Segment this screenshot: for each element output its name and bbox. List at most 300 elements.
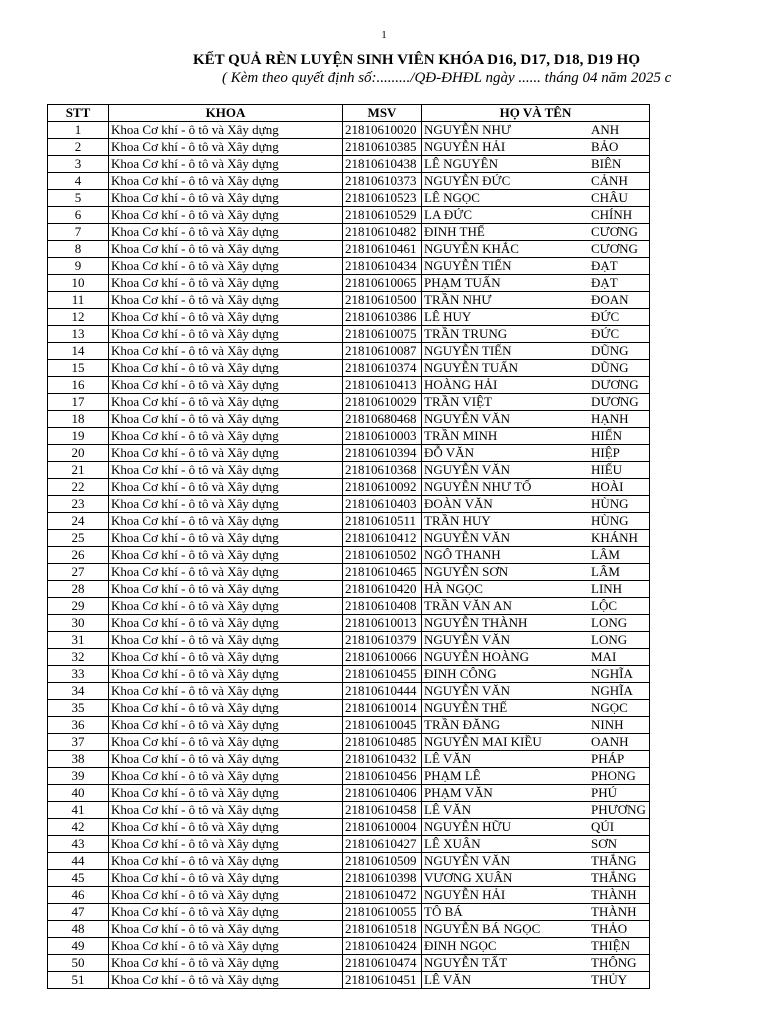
table-row — [48, 241, 650, 258]
document-title: KẾT QUẢ RÈN LUYỆN SINH VIÊN KHÓA D16, D17, D18, D19 HỌ — [193, 52, 641, 68]
cell-family-name: NGUYỄN NHƯ — [424, 122, 511, 137]
cell-given-name: CẢNH — [591, 173, 628, 188]
cell-msv: 21810610474 — [343, 955, 422, 972]
cell-family-name: NGUYỄN THẾ — [424, 700, 508, 715]
cell-msv: 21810610087 — [343, 343, 422, 360]
cell-stt: 1 — [48, 122, 109, 139]
cell-family-name: NGUYỄN VĂN — [424, 530, 511, 545]
cell-given-name: HÙNG — [591, 513, 629, 528]
table-row — [48, 309, 650, 326]
cell-family-name: LÊ VĂN — [424, 972, 472, 987]
cell-msv: 21810610461 — [343, 241, 422, 258]
cell-given-name: HẠNH — [591, 411, 629, 426]
cell-khoa: Khoa Cơ khí - ô tô và Xây dựng — [109, 836, 343, 853]
table-row — [48, 581, 650, 598]
cell-name — [422, 377, 650, 394]
cell-stt: 26 — [48, 547, 109, 564]
cell-stt: 30 — [48, 615, 109, 632]
cell-msv: 21810610004 — [343, 819, 422, 836]
cell-stt: 41 — [48, 802, 109, 819]
cell-given-name: LINH — [591, 581, 623, 596]
cell-name — [422, 768, 650, 785]
cell-name — [422, 360, 650, 377]
cell-msv: 21810610434 — [343, 258, 422, 275]
cell-msv: 21810610432 — [343, 751, 422, 768]
cell-stt: 20 — [48, 445, 109, 462]
cell-name — [422, 972, 650, 989]
cell-stt: 10 — [48, 275, 109, 292]
cell-khoa: Khoa Cơ khí - ô tô và Xây dựng — [109, 309, 343, 326]
cell-stt: 11 — [48, 292, 109, 309]
cell-given-name: HIẾU — [591, 462, 623, 477]
cell-stt: 2 — [48, 139, 109, 156]
cell-name — [422, 394, 650, 411]
cell-msv: 21810610458 — [343, 802, 422, 819]
cell-given-name: LONG — [591, 632, 628, 647]
cell-msv: 21810610403 — [343, 496, 422, 513]
cell-given-name: HIỆP — [591, 445, 620, 460]
cell-given-name: PHÁP — [591, 751, 625, 766]
cell-name — [422, 819, 650, 836]
cell-family-name: NGUYỄN ĐỨC — [424, 173, 511, 188]
cell-khoa: Khoa Cơ khí - ô tô và Xây dựng — [109, 870, 343, 887]
cell-khoa: Khoa Cơ khí - ô tô và Xây dựng — [109, 428, 343, 445]
table-header-row — [48, 105, 650, 122]
cell-khoa: Khoa Cơ khí - ô tô và Xây dựng — [109, 190, 343, 207]
cell-khoa: Khoa Cơ khí - ô tô và Xây dựng — [109, 938, 343, 955]
cell-msv: 21810610386 — [343, 309, 422, 326]
cell-family-name: NGUYỄN VĂN — [424, 411, 511, 426]
cell-given-name: DƯƠNG — [591, 377, 639, 392]
cell-given-name: THẮNG — [591, 853, 637, 868]
cell-msv: 21810610368 — [343, 462, 422, 479]
cell-given-name: HOÀI — [591, 479, 624, 494]
cell-msv: 21810610413 — [343, 377, 422, 394]
cell-name — [422, 853, 650, 870]
cell-stt: 21 — [48, 462, 109, 479]
cell-stt: 6 — [48, 207, 109, 224]
table-row — [48, 292, 650, 309]
cell-family-name: NGUYỄN SƠN — [424, 564, 509, 579]
cell-given-name: PHÚ — [591, 785, 618, 800]
cell-family-name: NGUYỄN VĂN — [424, 462, 511, 477]
cell-family-name: ĐINH THẾ — [424, 224, 485, 239]
cell-family-name: NGUYỄN TẤT — [424, 955, 508, 970]
cell-family-name: VƯƠNG XUÂN — [424, 870, 513, 885]
cell-given-name: HÙNG — [591, 496, 629, 511]
cell-family-name: NGUYỄN BÁ NGỌC — [424, 921, 541, 936]
cell-family-name: LÊ VĂN — [424, 751, 472, 766]
cell-family-name: PHẠM LÊ — [424, 768, 481, 783]
cell-stt: 35 — [48, 700, 109, 717]
table-row — [48, 598, 650, 615]
cell-stt: 19 — [48, 428, 109, 445]
cell-msv: 21810610075 — [343, 326, 422, 343]
cell-family-name: LÊ NGUYÊN — [424, 156, 499, 171]
cell-stt: 42 — [48, 819, 109, 836]
cell-name — [422, 700, 650, 717]
cell-khoa: Khoa Cơ khí - ô tô và Xây dựng — [109, 887, 343, 904]
table-row — [48, 870, 650, 887]
table-row — [48, 802, 650, 819]
cell-stt: 38 — [48, 751, 109, 768]
table-row — [48, 462, 650, 479]
cell-stt: 4 — [48, 173, 109, 190]
cell-name — [422, 190, 650, 207]
cell-family-name: TRẦN VĂN AN — [424, 598, 512, 613]
cell-khoa: Khoa Cơ khí - ô tô và Xây dựng — [109, 853, 343, 870]
cell-khoa: Khoa Cơ khí - ô tô và Xây dựng — [109, 343, 343, 360]
cell-khoa: Khoa Cơ khí - ô tô và Xây dựng — [109, 530, 343, 547]
cell-family-name: NGUYỄN KHẮC — [424, 241, 519, 256]
cell-name — [422, 411, 650, 428]
cell-stt: 29 — [48, 598, 109, 615]
cell-khoa: Khoa Cơ khí - ô tô và Xây dựng — [109, 360, 343, 377]
table-row — [48, 972, 650, 989]
cell-stt: 8 — [48, 241, 109, 258]
cell-khoa: Khoa Cơ khí - ô tô và Xây dựng — [109, 666, 343, 683]
cell-name — [422, 870, 650, 887]
cell-family-name: NGUYỄN HẢI — [424, 139, 506, 154]
cell-family-name: LÊ HUY — [424, 309, 472, 324]
cell-khoa: Khoa Cơ khí - ô tô và Xây dựng — [109, 207, 343, 224]
cell-khoa: Khoa Cơ khí - ô tô và Xây dựng — [109, 496, 343, 513]
cell-khoa: Khoa Cơ khí - ô tô và Xây dựng — [109, 292, 343, 309]
cell-name — [422, 649, 650, 666]
cell-stt: 39 — [48, 768, 109, 785]
table-row — [48, 343, 650, 360]
cell-stt: 3 — [48, 156, 109, 173]
cell-given-name: THẮNG — [591, 870, 637, 885]
cell-stt: 27 — [48, 564, 109, 581]
cell-family-name: NGUYỄN HOÀNG — [424, 649, 530, 664]
cell-stt: 7 — [48, 224, 109, 241]
cell-stt: 25 — [48, 530, 109, 547]
cell-khoa: Khoa Cơ khí - ô tô và Xây dựng — [109, 224, 343, 241]
cell-family-name: NGUYỄN VĂN — [424, 632, 511, 647]
cell-given-name: LÂM — [591, 547, 620, 562]
cell-msv: 21810610412 — [343, 530, 422, 547]
table-row — [48, 683, 650, 700]
cell-msv: 21810610055 — [343, 904, 422, 921]
cell-stt: 15 — [48, 360, 109, 377]
table-row — [48, 921, 650, 938]
cell-given-name: LONG — [591, 615, 628, 630]
table-row — [48, 530, 650, 547]
cell-msv: 21810610456 — [343, 768, 422, 785]
cell-msv: 21810610523 — [343, 190, 422, 207]
table-row — [48, 955, 650, 972]
table-row — [48, 768, 650, 785]
cell-name — [422, 836, 650, 853]
cell-stt: 36 — [48, 717, 109, 734]
cell-family-name: NGUYỄN HẢI — [424, 887, 506, 902]
cell-khoa: Khoa Cơ khí - ô tô và Xây dựng — [109, 632, 343, 649]
cell-family-name: ĐỖ VĂN — [424, 445, 474, 460]
cell-msv: 21810610045 — [343, 717, 422, 734]
cell-name — [422, 343, 650, 360]
table-row — [48, 785, 650, 802]
cell-name — [422, 530, 650, 547]
cell-khoa: Khoa Cơ khí - ô tô và Xây dựng — [109, 581, 343, 598]
cell-khoa: Khoa Cơ khí - ô tô và Xây dựng — [109, 972, 343, 989]
cell-name — [422, 581, 650, 598]
cell-name — [422, 513, 650, 530]
cell-msv: 21810610509 — [343, 853, 422, 870]
cell-msv: 21810610408 — [343, 598, 422, 615]
table-row — [48, 479, 650, 496]
cell-family-name: HÀ NGỌC — [424, 581, 483, 596]
cell-given-name: KHÁNH — [591, 530, 638, 545]
cell-khoa: Khoa Cơ khí - ô tô và Xây dựng — [109, 275, 343, 292]
cell-family-name: NGUYỄN VĂN — [424, 853, 511, 868]
cell-khoa: Khoa Cơ khí - ô tô và Xây dựng — [109, 377, 343, 394]
cell-khoa: Khoa Cơ khí - ô tô và Xây dựng — [109, 411, 343, 428]
cell-khoa: Khoa Cơ khí - ô tô và Xây dựng — [109, 122, 343, 139]
cell-name — [422, 224, 650, 241]
cell-name — [422, 938, 650, 955]
cell-name — [422, 428, 650, 445]
cell-name — [422, 921, 650, 938]
cell-given-name: LỘC — [591, 598, 617, 613]
cell-family-name: LA ĐỨC — [424, 207, 473, 222]
cell-stt: 13 — [48, 326, 109, 343]
cell-given-name: NINH — [591, 717, 624, 732]
cell-msv: 21810610420 — [343, 581, 422, 598]
cell-given-name: CHÂU — [591, 190, 628, 205]
cell-stt: 33 — [48, 666, 109, 683]
cell-stt: 45 — [48, 870, 109, 887]
cell-stt: 5 — [48, 190, 109, 207]
cell-name — [422, 258, 650, 275]
cell-msv: 21810610455 — [343, 666, 422, 683]
cell-khoa: Khoa Cơ khí - ô tô và Xây dựng — [109, 326, 343, 343]
cell-msv: 21810610502 — [343, 547, 422, 564]
cell-khoa: Khoa Cơ khí - ô tô và Xây dựng — [109, 394, 343, 411]
cell-given-name: THỦY — [591, 972, 628, 987]
cell-given-name: ĐẠT — [591, 275, 618, 290]
cell-name — [422, 292, 650, 309]
cell-name — [422, 547, 650, 564]
cell-family-name: LÊ XUÂN — [424, 836, 481, 851]
cell-given-name: SƠN — [591, 836, 618, 851]
cell-name — [422, 751, 650, 768]
cell-msv: 21810610394 — [343, 445, 422, 462]
cell-msv: 21810610374 — [343, 360, 422, 377]
cell-stt: 22 — [48, 479, 109, 496]
cell-stt: 40 — [48, 785, 109, 802]
cell-msv: 21810610066 — [343, 649, 422, 666]
cell-stt: 44 — [48, 853, 109, 870]
cell-family-name: TRẦN NHƯ — [424, 292, 492, 307]
table-row — [48, 632, 650, 649]
cell-name — [422, 462, 650, 479]
cell-khoa: Khoa Cơ khí - ô tô và Xây dựng — [109, 785, 343, 802]
cell-stt: 31 — [48, 632, 109, 649]
cell-khoa: Khoa Cơ khí - ô tô và Xây dựng — [109, 819, 343, 836]
cell-msv: 21810610485 — [343, 734, 422, 751]
cell-name — [422, 598, 650, 615]
cell-stt: 18 — [48, 411, 109, 428]
cell-given-name: DŨNG — [591, 343, 629, 358]
cell-given-name: CƯƠNG — [591, 224, 638, 239]
cell-khoa: Khoa Cơ khí - ô tô và Xây dựng — [109, 683, 343, 700]
cell-given-name: PHƯƠNG — [591, 802, 646, 817]
cell-name — [422, 156, 650, 173]
cell-khoa: Khoa Cơ khí - ô tô và Xây dựng — [109, 717, 343, 734]
cell-khoa: Khoa Cơ khí - ô tô và Xây dựng — [109, 479, 343, 496]
cell-msv: 21810610465 — [343, 564, 422, 581]
cell-family-name: TRẦN TRUNG — [424, 326, 508, 341]
table-row — [48, 139, 650, 156]
document-subtitle: ( Kèm theo quyết định số:........./QĐ-ĐHĐL ngày ...... tháng 04 năm 2025 c — [222, 70, 672, 86]
cell-msv: 21810610500 — [343, 292, 422, 309]
table-row — [48, 751, 650, 768]
cell-stt: 9 — [48, 258, 109, 275]
cell-khoa: Khoa Cơ khí - ô tô và Xây dựng — [109, 241, 343, 258]
cell-given-name: THẢO — [591, 921, 628, 936]
cell-family-name: NGUYỄN NHƯ TỐ — [424, 479, 532, 494]
cell-stt: 24 — [48, 513, 109, 530]
cell-name — [422, 955, 650, 972]
table-row — [48, 156, 650, 173]
cell-given-name: THÀNH — [591, 887, 637, 902]
cell-given-name: ĐỨC — [591, 326, 620, 341]
table-row — [48, 190, 650, 207]
cell-khoa: Khoa Cơ khí - ô tô và Xây dựng — [109, 802, 343, 819]
cell-family-name: NGUYỄN HỮU — [424, 819, 511, 834]
table-body — [48, 122, 650, 989]
table-row — [48, 496, 650, 513]
cell-msv: 21810610518 — [343, 921, 422, 938]
cell-msv: 21810610020 — [343, 122, 422, 139]
table-row — [48, 649, 650, 666]
cell-given-name: HIỂN — [591, 428, 623, 443]
cell-name — [422, 615, 650, 632]
cell-khoa: Khoa Cơ khí - ô tô và Xây dựng — [109, 598, 343, 615]
cell-khoa: Khoa Cơ khí - ô tô và Xây dựng — [109, 156, 343, 173]
cell-msv: 21810610427 — [343, 836, 422, 853]
cell-given-name: BIÊN — [591, 156, 622, 171]
cell-given-name: OANH — [591, 734, 629, 749]
cell-stt: 28 — [48, 581, 109, 598]
table-row — [48, 224, 650, 241]
cell-name — [422, 734, 650, 751]
cell-family-name: ĐINH CÔNG — [424, 666, 497, 681]
table-row — [48, 173, 650, 190]
page-number: 1 — [381, 29, 387, 41]
cell-msv: 21810610014 — [343, 700, 422, 717]
cell-name — [422, 241, 650, 258]
cell-khoa: Khoa Cơ khí - ô tô và Xây dựng — [109, 564, 343, 581]
cell-khoa: Khoa Cơ khí - ô tô và Xây dựng — [109, 700, 343, 717]
cell-stt: 47 — [48, 904, 109, 921]
cell-name — [422, 683, 650, 700]
cell-stt: 48 — [48, 921, 109, 938]
cell-given-name: ĐỨC — [591, 309, 620, 324]
table-row — [48, 615, 650, 632]
table-row — [48, 275, 650, 292]
cell-family-name: PHẠM TUẤN — [424, 275, 501, 290]
table-row — [48, 326, 650, 343]
cell-stt: 32 — [48, 649, 109, 666]
cell-name — [422, 139, 650, 156]
cell-khoa: Khoa Cơ khí - ô tô và Xây dựng — [109, 139, 343, 156]
table-row — [48, 836, 650, 853]
cell-given-name: CƯƠNG — [591, 241, 638, 256]
table-row — [48, 938, 650, 955]
cell-stt: 43 — [48, 836, 109, 853]
cell-msv: 21810610444 — [343, 683, 422, 700]
cell-family-name: TÔ BÁ — [424, 904, 463, 919]
cell-given-name: ĐOAN — [591, 292, 629, 307]
cell-name — [422, 496, 650, 513]
table-row — [48, 717, 650, 734]
table-row — [48, 207, 650, 224]
cell-given-name: NGHĨA — [591, 683, 633, 698]
cell-name — [422, 122, 650, 139]
cell-khoa: Khoa Cơ khí - ô tô và Xây dựng — [109, 173, 343, 190]
cell-given-name: QÚI — [591, 819, 615, 834]
header-khoa: KHOA — [109, 105, 343, 122]
cell-stt: 46 — [48, 887, 109, 904]
cell-family-name: NGUYỄN TUẤN — [424, 360, 519, 375]
cell-given-name: ANH — [591, 122, 620, 137]
cell-name — [422, 207, 650, 224]
cell-msv: 21810610065 — [343, 275, 422, 292]
cell-given-name: PHONG — [591, 768, 636, 783]
cell-given-name: THÔNG — [591, 955, 637, 970]
cell-khoa: Khoa Cơ khí - ô tô và Xây dựng — [109, 904, 343, 921]
cell-msv: 21810610013 — [343, 615, 422, 632]
cell-stt: 16 — [48, 377, 109, 394]
cell-khoa: Khoa Cơ khí - ô tô và Xây dựng — [109, 649, 343, 666]
cell-family-name: LÊ VĂN — [424, 802, 472, 817]
cell-stt: 49 — [48, 938, 109, 955]
cell-khoa: Khoa Cơ khí - ô tô và Xây dựng — [109, 258, 343, 275]
cell-given-name: NGHĨA — [591, 666, 633, 681]
cell-khoa: Khoa Cơ khí - ô tô và Xây dựng — [109, 768, 343, 785]
table-row — [48, 377, 650, 394]
cell-family-name: HOÀNG HẢI — [424, 377, 498, 392]
cell-given-name: LÂM — [591, 564, 620, 579]
table-row — [48, 428, 650, 445]
cell-given-name: BẢO — [591, 139, 619, 154]
cell-msv: 21810610373 — [343, 173, 422, 190]
cell-family-name: NGUYỄN MAI KIỀU — [424, 734, 542, 749]
cell-family-name: TRẦN HUY — [424, 513, 491, 528]
cell-family-name: TRẦN MINH — [424, 428, 498, 443]
cell-family-name: ĐINH NGỌC — [424, 938, 497, 953]
cell-family-name: LÊ NGỌC — [424, 190, 480, 205]
cell-msv: 21810610511 — [343, 513, 422, 530]
table-row — [48, 258, 650, 275]
table-row — [48, 904, 650, 921]
cell-msv: 21810610406 — [343, 785, 422, 802]
cell-khoa: Khoa Cơ khí - ô tô và Xây dựng — [109, 462, 343, 479]
cell-family-name: PHẠM VĂN — [424, 785, 493, 800]
table-row — [48, 819, 650, 836]
cell-khoa: Khoa Cơ khí - ô tô và Xây dựng — [109, 547, 343, 564]
cell-msv: 21810610482 — [343, 224, 422, 241]
cell-given-name: NGỌC — [591, 700, 628, 715]
cell-msv: 21810610472 — [343, 887, 422, 904]
cell-name — [422, 717, 650, 734]
cell-name — [422, 445, 650, 462]
table-row — [48, 445, 650, 462]
table-row — [48, 547, 650, 564]
table-row — [48, 513, 650, 530]
